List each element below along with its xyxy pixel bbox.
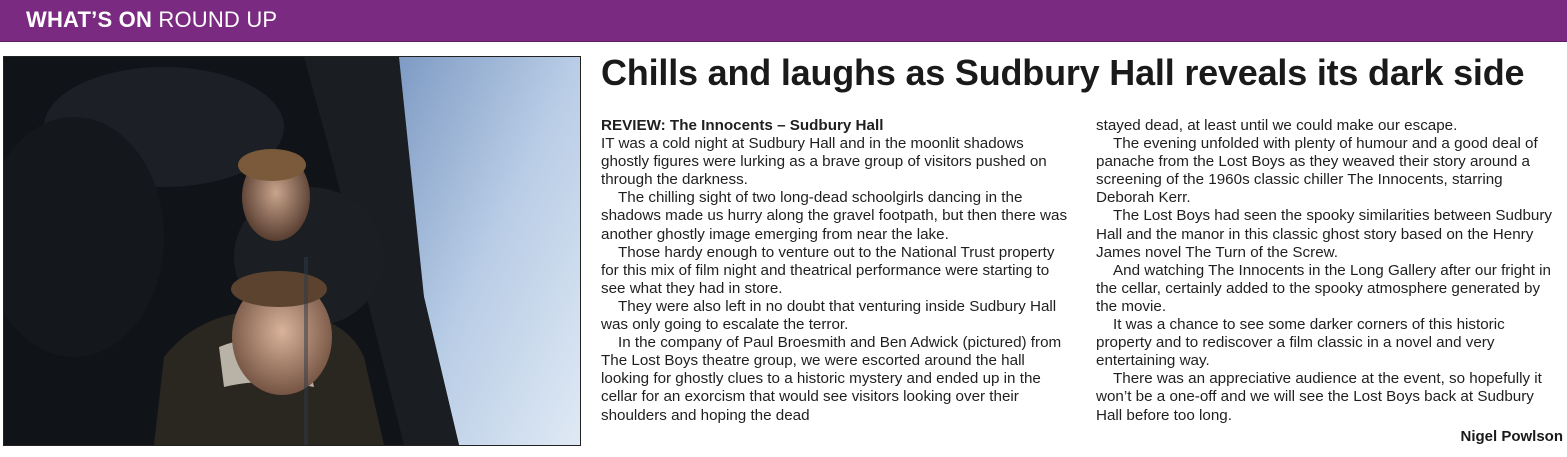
section-banner [0,0,1567,42]
paragraph: The evening unfolded with plenty of humour and a good deal of panache from the Lost Boys as they weaved their story around a screening of the 1960s classic chiller The Innocents, starring Deborah Kerr. [1096,135,1538,207]
paragraph: The Lost Boys had seen the spooky similarities between Sudbury Hall and the manor in this classic ghost story based on the Henry James novel The Turn of the Screw. [1096,207,1552,261]
author-byline: Nigel Powlson [1460,428,1563,445]
article-headline: Chills and laughs as Sudbury Hall reveals its dark side [601,52,1525,93]
section-title [26,7,277,33]
paragraph: It was a chance to see some darker corners of this historic property and to rediscover a film classic in a novel and very entertaining way. [1096,316,1505,370]
photo-of-two-actors-icon [4,57,580,445]
paragraph: They were also left in no doubt that venturing inside Sudbury Hall was only going to escalate the terror. [601,297,1057,334]
section-title-light: ROUND UP [158,7,278,32]
article-photo [3,56,581,446]
review-heading: REVIEW: The Innocents – Sudbury Hall [601,117,884,134]
paragraph: And watching The Innocents in the Long Gallery after our fright in the cellar, certainly added to the spooky atmosphere generated by the movie. [1096,261,1551,315]
article-column-left [601,117,1071,425]
paragraph: Those hardy enough to venture out to the National Trust property for this mix of film night and theatrical performance were starting to see what they had in store. [601,243,1055,297]
paragraph: The chilling sight of two long-dead schoolgirls dancing in the shadows made us hurry along the gravel footpath, but then there was another ghostly image emerging from near the lake. [601,189,1068,243]
section-title-bold: WHAT’S ON [26,7,153,32]
paragraph: stayed dead, at least until we could make our escape. [1096,117,1458,134]
paragraph: In the company of Paul Broesmith and Ben Adwick (pictured) from The Lost Boys theatre group, we were escorted around the hall looking for ghostly clues to a historic mystery and ended up in the cellar for an exorcism that would see visitors looking over their shoulders and hoping the dead [601,334,1062,424]
paragraph: There was an appreciative audience at the event, so hopefully it won’t be a one-off and we will see the Lost Boys back at Sudbury Hall before too long. [1096,370,1542,424]
article-column-right [1096,117,1561,425]
paragraph: IT was a cold night at Sudbury Hall and in the moonlit shadows ghostly figures were lurking as a brave group of visitors pushed on through the darkness. [601,135,1047,189]
